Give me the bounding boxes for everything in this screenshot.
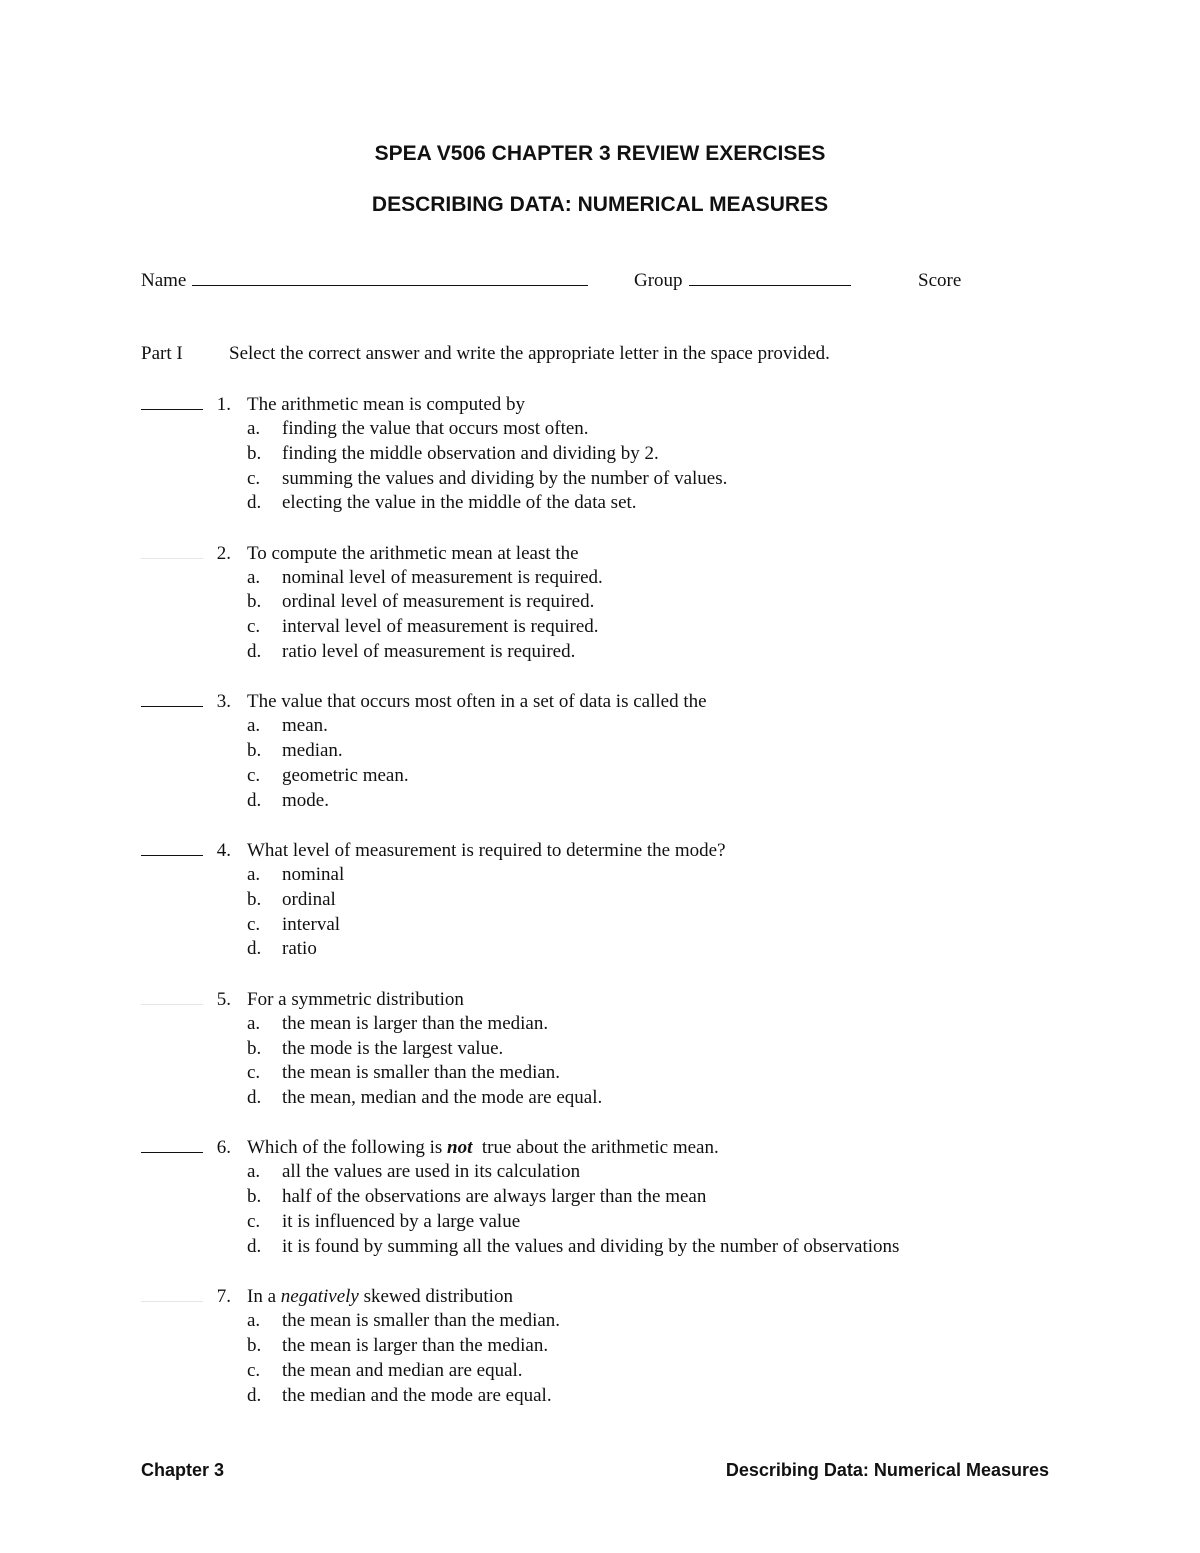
option-letter: a. <box>247 1012 261 1034</box>
option-letter: d. <box>247 938 262 960</box>
option-letter: a. <box>247 566 261 588</box>
option-letter: b. <box>247 1334 262 1356</box>
option-a <box>141 1309 1001 1334</box>
option-letter: b. <box>247 740 262 762</box>
option-text: mode. <box>282 789 329 811</box>
question-text-post: skewed distribution <box>358 1286 513 1308</box>
option-letter: b. <box>247 442 262 464</box>
group-line[interactable] <box>689 284 851 286</box>
page-title: SPEA V506 CHAPTER 3 REVIEW EXERCISES <box>374 142 826 165</box>
option-b <box>141 888 1001 913</box>
option-b <box>141 739 1001 764</box>
question-1 <box>141 392 1001 516</box>
option-a <box>141 1160 1001 1185</box>
question-row <box>141 1135 1001 1160</box>
part-label: Part I <box>141 343 183 364</box>
option-letter: a. <box>247 1310 261 1332</box>
footer-left: Chapter 3 <box>141 1460 225 1480</box>
option-text: it is found by summing all the values and dividing by the number of observations <box>282 1235 900 1257</box>
option-letter: b. <box>247 1186 262 1208</box>
option-letter: d. <box>247 1384 262 1406</box>
group-field[interactable] <box>634 270 851 292</box>
option-text: finding the middle observation and dividing by 2. <box>282 442 659 464</box>
option-d <box>141 937 1001 962</box>
question-text-pre: For a symmetric distribution <box>247 988 464 1010</box>
name-label: Name <box>141 270 187 291</box>
question-text-post: true about the arithmetic mean. <box>472 1137 719 1159</box>
option-c <box>141 764 1001 789</box>
option-text: mean. <box>282 715 328 737</box>
option-b <box>141 1334 1001 1359</box>
option-b <box>141 442 1001 467</box>
option-letter: a. <box>247 418 261 439</box>
question-text-pre: What level of measurement is required to determine the mode? <box>247 840 726 862</box>
option-text: it is influenced by a large value <box>282 1211 521 1233</box>
option-text: nominal <box>282 864 345 886</box>
option-text: ratio level of measurement is required. <box>282 641 576 663</box>
part-header <box>141 343 830 365</box>
option-text: the mean is larger than the median. <box>282 1012 549 1034</box>
answer-blank[interactable] <box>141 1152 203 1153</box>
option-text: the mean is smaller than the median. <box>282 1310 561 1332</box>
option-a <box>141 863 1001 888</box>
question-row <box>141 1284 1001 1309</box>
option-text: the mean is smaller than the median. <box>282 1062 561 1084</box>
option-letter: c. <box>247 764 261 786</box>
option-c <box>141 1061 1001 1086</box>
option-text: ratio <box>282 938 317 960</box>
option-letter: d. <box>247 1087 262 1109</box>
answer-blank[interactable] <box>141 1004 203 1005</box>
question-row <box>141 689 1001 714</box>
answer-blank[interactable] <box>141 558 203 559</box>
option-text: the mode is the largest value. <box>282 1037 504 1059</box>
question-number: 1. <box>216 394 231 415</box>
question-list <box>141 392 1001 1433</box>
option-d <box>141 1086 1001 1111</box>
option-a <box>141 566 1001 591</box>
option-letter: d. <box>247 1235 262 1257</box>
option-text: half of the observations are always larger than the mean <box>282 1186 707 1208</box>
option-b <box>141 1185 1001 1210</box>
name-line[interactable] <box>192 284 588 286</box>
option-d <box>141 1235 1001 1260</box>
option-letter: c. <box>247 616 261 638</box>
option-letter: a. <box>247 1161 261 1183</box>
answer-blank[interactable] <box>141 855 203 856</box>
question-number: 3. <box>216 691 231 713</box>
option-d <box>141 789 1001 814</box>
question-number: 2. <box>216 542 231 564</box>
option-text: ordinal level of measurement is required. <box>282 591 595 613</box>
question-7 <box>141 1284 1001 1408</box>
question-text-pre: The value that occurs most often in a set of data is called the <box>247 691 707 713</box>
part-instruction: Select the correct answer and write the appropriate letter in the space provided. <box>229 343 830 364</box>
option-d <box>141 1384 1001 1409</box>
option-letter: c. <box>247 913 261 935</box>
option-letter: b. <box>247 888 262 910</box>
option-b <box>141 1037 1001 1062</box>
option-c <box>141 913 1001 938</box>
option-text: ordinal <box>282 888 336 910</box>
option-text: interval level of measurement is required. <box>282 616 599 638</box>
option-d <box>141 640 1001 665</box>
question-row <box>141 987 1001 1012</box>
question-number: 5. <box>216 988 231 1010</box>
option-text: the median and the mode are equal. <box>282 1384 552 1406</box>
option-text: median. <box>282 740 343 762</box>
question-row <box>141 392 1001 417</box>
question-text <box>247 689 707 714</box>
question-text-pre: Which of the following is <box>247 1137 447 1159</box>
question-text <box>247 1284 513 1309</box>
option-letter: b. <box>247 1037 262 1059</box>
question-2 <box>141 541 1001 665</box>
answer-blank[interactable] <box>141 1301 203 1302</box>
question-4 <box>141 838 1001 962</box>
option-text: all the values are used in its calculation <box>282 1161 581 1183</box>
page-subtitle: DESCRIBING DATA: NUMERICAL MEASURES <box>371 193 829 216</box>
option-text: the mean, median and the mode are equal. <box>282 1087 603 1109</box>
question-text <box>247 392 525 417</box>
option-a <box>141 1012 1001 1037</box>
option-letter: b. <box>247 591 262 613</box>
question-text <box>247 541 579 566</box>
question-text <box>247 1135 719 1160</box>
option-b <box>141 590 1001 615</box>
option-a <box>141 714 1001 739</box>
question-3 <box>141 689 1001 813</box>
question-text <box>247 838 726 863</box>
answer-blank[interactable] <box>141 409 203 410</box>
option-letter: a. <box>247 715 261 737</box>
question-row <box>141 838 1001 863</box>
option-letter: c. <box>247 467 261 489</box>
question-6 <box>141 1135 1001 1259</box>
option-text: geometric mean. <box>282 764 409 786</box>
option-letter: d. <box>247 789 262 811</box>
question-number: 4. <box>216 840 231 862</box>
option-c <box>141 1359 1001 1384</box>
option-text: the mean and median are equal. <box>282 1359 523 1381</box>
question-text-pre: To compute the arithmetic mean at least the <box>247 542 579 564</box>
option-d <box>141 491 1001 516</box>
option-text: interval <box>282 913 341 935</box>
question-text-pre: The arithmetic mean is computed by <box>247 394 526 415</box>
option-letter: d. <box>247 492 262 514</box>
footer-right: Describing Data: Numerical Measures <box>725 1460 1049 1480</box>
option-c <box>141 615 1001 640</box>
question-number: 7. <box>216 1286 231 1308</box>
question-text-emphasis: not <box>447 1137 473 1159</box>
option-text: summing the values and dividing by the number of values. <box>282 467 728 489</box>
name-field[interactable] <box>141 270 588 292</box>
question-row <box>141 541 1001 566</box>
option-letter: c. <box>247 1062 261 1084</box>
option-text: the mean is larger than the median. <box>282 1334 549 1356</box>
question-text-emphasis: negatively <box>280 1286 359 1308</box>
option-letter: d. <box>247 641 262 663</box>
question-text <box>247 987 464 1012</box>
answer-blank[interactable] <box>141 706 203 707</box>
option-text: finding the value that occurs most often. <box>282 418 589 439</box>
group-label: Group <box>634 270 683 291</box>
option-c <box>141 1210 1001 1235</box>
option-text: nominal level of measurement is required. <box>282 566 603 588</box>
score-label: Score <box>918 270 962 291</box>
option-text: electing the value in the middle of the data set. <box>282 492 637 514</box>
option-letter: c. <box>247 1359 261 1381</box>
question-number: 6. <box>216 1137 231 1159</box>
option-letter: c. <box>247 1211 261 1233</box>
question-text-pre: In a <box>247 1286 281 1308</box>
option-c <box>141 467 1001 492</box>
score-field <box>918 270 961 292</box>
option-a <box>141 417 1001 442</box>
question-5 <box>141 987 1001 1111</box>
option-letter: a. <box>247 864 261 886</box>
